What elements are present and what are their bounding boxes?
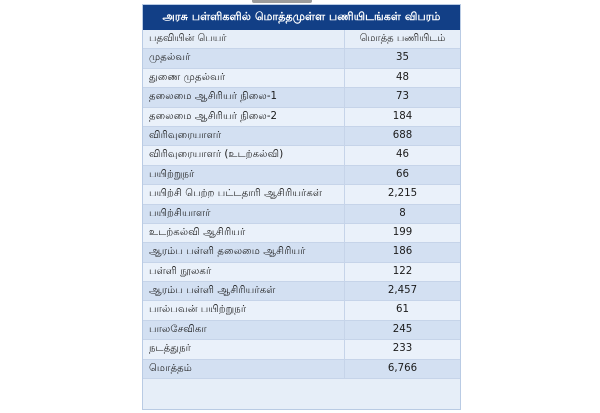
total-posts-cell: 61 [345, 301, 460, 320]
total-posts-cell: 46 [345, 146, 460, 165]
total-posts-cell: 35 [345, 49, 460, 68]
column-header-designation: பதவியின் பெயர் [143, 30, 345, 49]
total-posts-cell: 245 [345, 321, 460, 340]
total-posts-cell: 8 [345, 205, 460, 224]
total-posts-cell: 186 [345, 243, 460, 262]
designation-cell: பாலசேவிகா [143, 321, 345, 340]
designation-cell: பள்ளி நூலகர் [143, 263, 345, 282]
total-posts-cell: 48 [345, 69, 460, 88]
total-posts-cell: 233 [345, 340, 460, 359]
staff-positions-table [142, 4, 461, 410]
designation-cell: முதல்வர் [143, 49, 345, 68]
designation-cell: உடற்கல்வி ஆசிரியர் [143, 224, 345, 243]
designation-cell: தலைமை ஆசிரியர் நிலை-2 [143, 108, 345, 127]
table-title: அரசு பள்ளிகளில் மொத்தமுள்ள பணியிடங்கள் விபரம் [143, 5, 460, 30]
total-posts-cell: 6,766 [345, 360, 460, 379]
designation-cell: விரிவுரையாளர் [143, 127, 345, 146]
total-posts-cell: 2,457 [345, 282, 460, 301]
designation-cell: மொத்தம் [143, 360, 345, 379]
designation-cell: தலைமை ஆசிரியர் நிலை-1 [143, 88, 345, 107]
total-posts-cell: 66 [345, 166, 460, 185]
total-posts-cell: 73 [345, 88, 460, 107]
total-posts-cell: 688 [345, 127, 460, 146]
designation-cell: பால்பவன் பயிற்றுநர் [143, 301, 345, 320]
table-grid [143, 30, 460, 379]
designation-cell: ஆரம்ப பள்ளி ஆசிரியர்கள் [143, 282, 345, 301]
designation-cell: பயிற்றுநர் [143, 166, 345, 185]
total-posts-cell: 2,215 [345, 185, 460, 204]
designation-cell: துணை முதல்வர் [143, 69, 345, 88]
designation-cell: பயிற்சி பெற்ற பட்டதாரி ஆசிரியர்கள் [143, 185, 345, 204]
total-posts-cell: 184 [345, 108, 460, 127]
designation-cell: விரிவுரையாளர் (உடற்கல்வி) [143, 146, 345, 165]
designation-cell: நடத்துநர் [143, 340, 345, 359]
cropped-image-fragment [252, 0, 312, 3]
designation-cell: பயிற்சியாளர் [143, 205, 345, 224]
designation-cell: ஆரம்ப பள்ளி தலைமை ஆசிரியர் [143, 243, 345, 262]
total-posts-cell: 122 [345, 263, 460, 282]
total-posts-cell: 199 [345, 224, 460, 243]
column-header-total-posts: மொத்த பணியிடம் [345, 30, 460, 49]
